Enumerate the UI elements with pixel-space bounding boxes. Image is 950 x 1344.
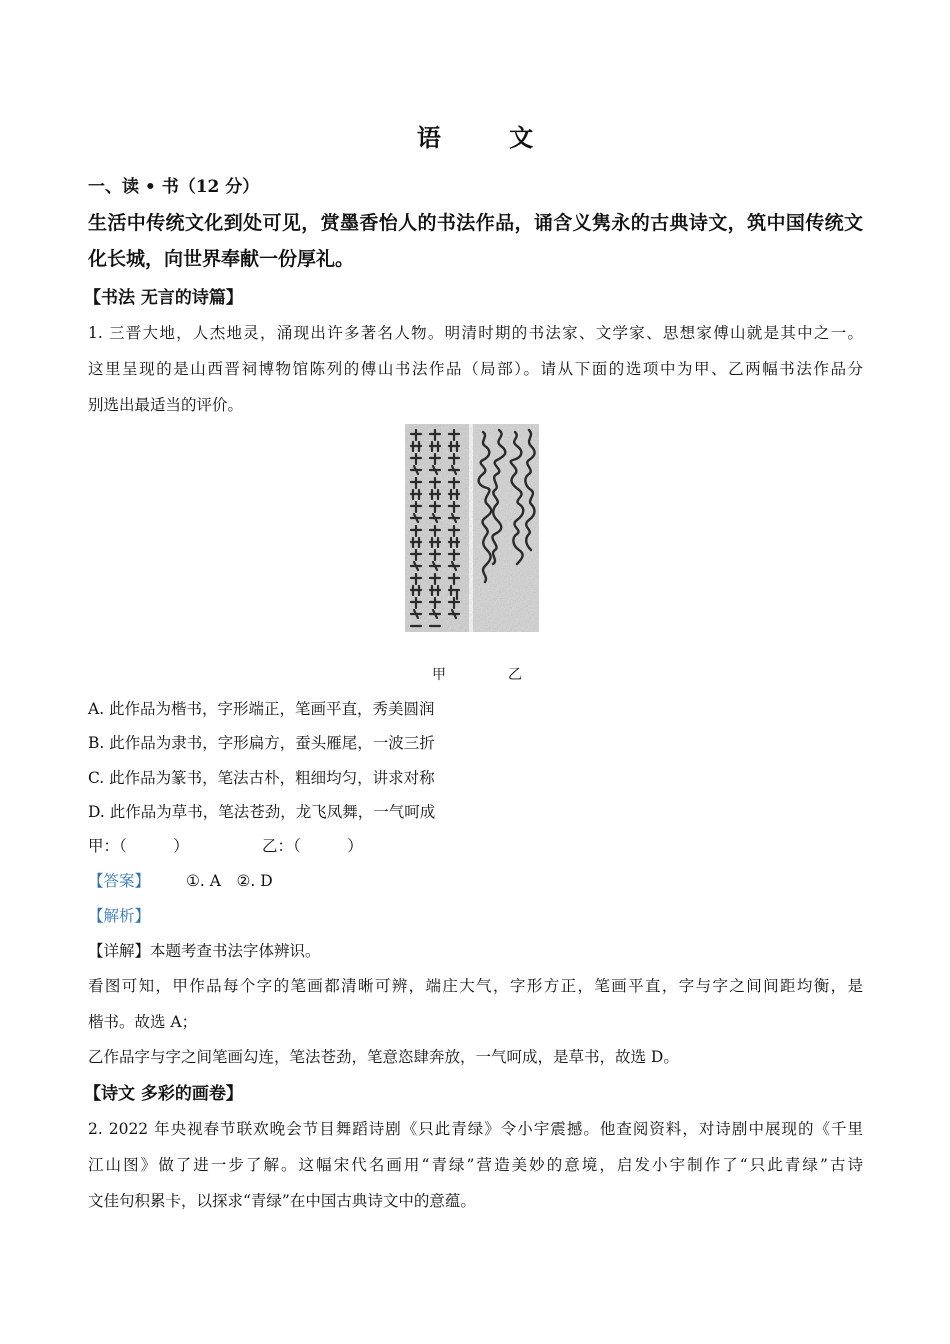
question-1-line-3: 别选出最适当的评价。 (88, 396, 244, 414)
question-2-line-1: 2. 2022 年央视春节联欢晚会节目舞蹈诗剧《只此青绿》令小宇震撼。他查阅资料，对诗剧中展现的《千里 (88, 1120, 863, 1138)
option-c: C. 此作品为篆书，笔法古朴，粗细均匀，讲求对称 (88, 769, 435, 787)
section-heading: 一、读 • 书（12 分） (88, 177, 260, 197)
caption-yi: 乙 (508, 667, 522, 683)
section-intro-line-1: 生活中传统文化到处可见，赏墨香怡人的书法作品，诵含义隽永的古典诗文，筑中国传统文 (88, 212, 863, 234)
calligraphy-image (405, 424, 539, 632)
page-title: 语 文 (416, 123, 564, 152)
question-2-line-2: 江山图》做了进一步了解。这幅宋代名画用“青绿”营造美妙的意境，启发小宇制作了“只此青绿”古诗 (88, 1156, 863, 1174)
question-1-line-2: 这里呈现的是山西晋祠博物馆陈列的傅山书法作品（局部）。请从下面的选项中为甲、乙两幅书法作品分 (88, 360, 863, 378)
answer-blank-yi: 乙：（ ） (262, 837, 363, 855)
caption-jia: 甲 (432, 667, 446, 683)
explanation-line-2: 楷书。故选 A； (88, 1013, 198, 1031)
option-b: B. 此作品为隶书，字形扁方，蚕头雁尾，一波三折 (88, 734, 435, 752)
part-heading-calligraphy: 【书法 无言的诗篇】 (84, 288, 243, 308)
answer-value: ①. A ②. D (186, 872, 273, 890)
option-d: D. 此作品为草书，笔法苍劲，龙飞凤舞，一气呵成 (88, 803, 436, 821)
question-2-line-3: 文佳句积累卡，以探求“青绿”在中国古典诗文中的意蕴。 (88, 1192, 476, 1210)
section-intro-line-2: 化长城，向世界奉献一份厚礼。 (88, 248, 355, 270)
analysis-label: 【解析】 (88, 907, 151, 925)
option-a: A. 此作品为楷书，字形端正，笔画平直，秀美圆润 (88, 700, 435, 718)
explanation-line-3: 乙作品字与字之间笔画勾连，笔法苍劲，笔意恣肆奔放，一气呵成，是草书，故选 D。 (88, 1048, 679, 1066)
answer-label: 【答案】 (88, 872, 151, 890)
part-heading-poetry: 【诗文 多彩的画卷】 (84, 1084, 243, 1104)
detail-line: 【详解】本题考查书法字体辨识。 (88, 942, 321, 960)
question-1-line-1: 1. 三晋大地，人杰地灵，涌现出许多著名人物。明清时期的书法家、文学家、思想家傅山就是其中之一。 (88, 324, 863, 342)
explanation-line-1: 看图可知，甲作品每个字的笔画都清晰可辨，端庄大气，字形方正，笔画平直，字与字之间间距均衡，是 (88, 977, 863, 995)
answer-blank-jia: 甲：（ ） (88, 837, 189, 855)
